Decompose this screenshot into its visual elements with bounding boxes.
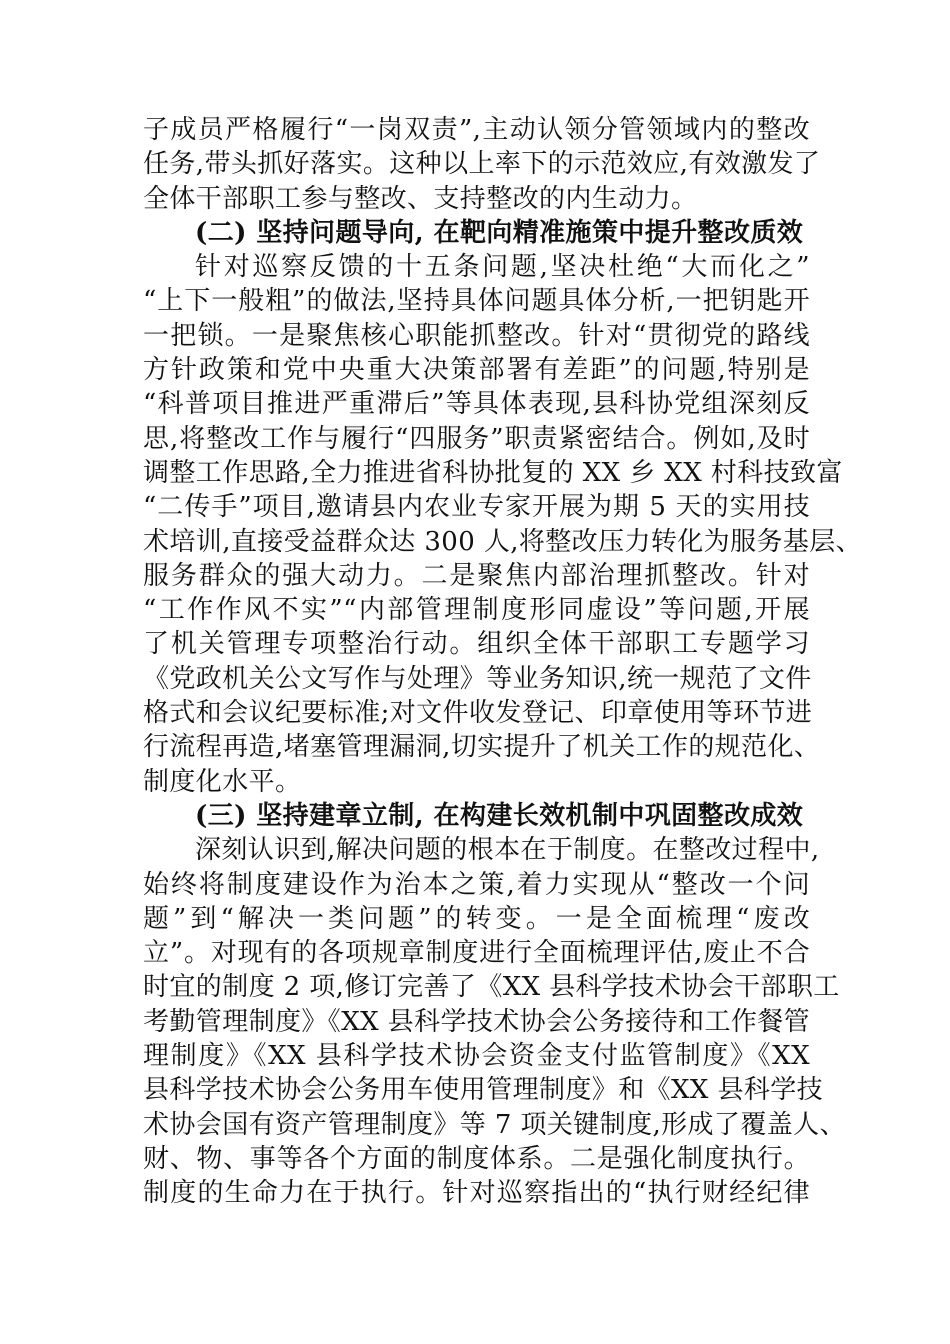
text-line: 术协会国有资产管理制度》等 7 项关键制度,形成了覆盖人、 <box>143 1109 846 1140</box>
text-line: 县科学技术协会公务用车使用管理制度》和《XX 县科学技 <box>143 1075 824 1106</box>
text-line: 制度的生命力在于执行。针对巡察指出的“执行财经纪律 <box>143 1178 810 1209</box>
section-heading: (二) 坚持问题导向, 在靶向精准施策中提升整改质效 <box>195 217 804 248</box>
document-body <box>143 113 863 1211</box>
text-line: 思,将整改工作与履行“四服务”职责紧密结合。例如,及时 <box>143 423 810 454</box>
text-line: 调整工作思路,全力推进省科协批复的 XX 乡 XX 村科技致富 <box>143 457 843 488</box>
text-line: 方针政策和党中央重大决策部署有差距”的问题,特别是 <box>143 355 810 386</box>
text-line: 财、物、事等各个方面的制度体系。二是强化制度执行。 <box>143 1143 810 1174</box>
section-heading: (三) 坚持建章立制, 在构建长效机制中巩固整改成效 <box>195 800 804 831</box>
text-line: 立”。对现有的各项规章制度进行全面梳理评估,废止不合 <box>143 938 810 969</box>
text-line: 了机关管理专项整治行动。组织全体干部职工专题学习 <box>143 629 810 660</box>
text-line: 子成员严格履行“一岗双责”,主动认领分管领域内的整改 <box>143 115 810 145</box>
text-line: 《党政机关公文写作与处理》等业务知识,统一规范了文件 <box>143 663 812 694</box>
text-line: 考勤管理制度》《XX 县科学技术协会公务接待和工作餐管 <box>143 1006 811 1037</box>
text-line: “科普项目推进严重滞后”等具体表现,县科协党组深刻反 <box>143 389 810 420</box>
paragraph-first-line: 针对巡察反馈的十五条问题,坚决杜绝“大而化之” <box>195 252 810 283</box>
text-line: 始终将制度建设作为治本之策,着力实现从“整改一个问 <box>143 869 810 900</box>
text-line: 题”到“解决一类问题”的转变。一是全面梳理“废改 <box>143 903 810 934</box>
text-line: 行流程再造,堵塞管理漏洞,切实提升了机关工作的规范化、 <box>143 732 821 763</box>
text-line: 术培训,直接受益群众达 300 人,将整改压力转化为服务基层、 <box>143 526 863 557</box>
paragraph-last-line: 全体干部职工参与整改、支持整改的内生动力。 <box>143 183 698 214</box>
paragraph-last-line: 制度化水平。 <box>143 766 302 797</box>
text-line: “工作作风不实”“内部管理制度形同虚设”等问题,开展 <box>143 595 810 626</box>
text-line: “二传手”项目,邀请县内农业专家开展为期 5 天的实用技 <box>143 492 810 523</box>
paragraph-first-line: 深刻认识到,解决问题的根本在于制度。在整改过程中, <box>195 835 820 866</box>
text-line: 任务,带头抓好落实。这种以上率下的示范效应,有效激发了 <box>143 149 821 180</box>
text-line: 时宜的制度 2 项,修订完善了《XX 县科学技术协会干部职工 <box>143 972 840 1003</box>
text-line: 服务群众的强大动力。二是聚焦内部治理抓整改。针对 <box>143 560 810 591</box>
text-line: 理制度》《XX 县科学技术协会资金支付监管制度》《XX <box>143 1041 810 1072</box>
text-line: “上下一般粗”的做法,坚持具体问题具体分析,一把钥匙开 <box>143 286 810 317</box>
text-line: 一把锁。一是聚焦核心职能抓整改。针对“贯彻党的路线 <box>143 320 810 351</box>
text-line: 格式和会议纪要标准;对文件收发登记、印章使用等环节进 <box>143 698 813 729</box>
